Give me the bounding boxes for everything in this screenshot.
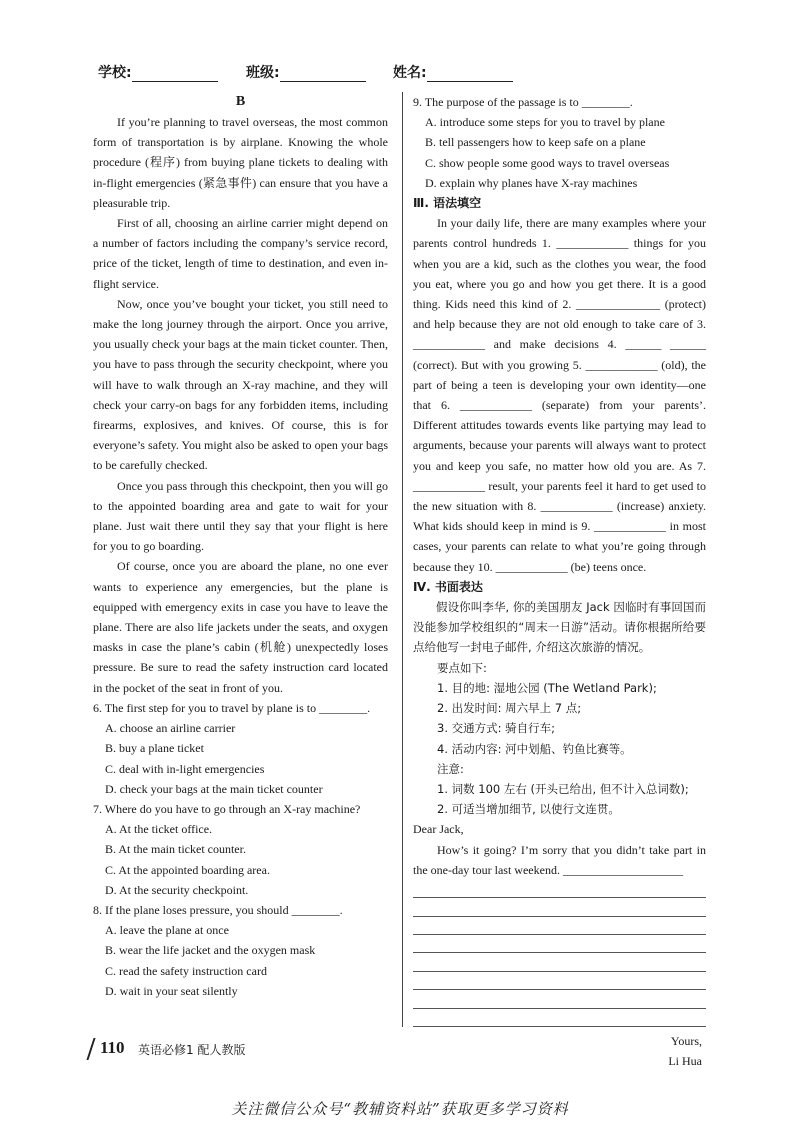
footer-slash-mark <box>86 1038 95 1060</box>
passage-paragraph: First of all, choosing an airline carrier might depend on a number of factors including the company’s service record, price of the ticket, length of time to destination, and even in-flight service. <box>93 216 388 291</box>
class-field[interactable] <box>246 62 366 82</box>
writing-notes-heading: 注意: <box>437 761 464 776</box>
promo-watermark: 关注微信公众号“教辅资料站”获取更多学习资料 <box>231 1100 569 1118</box>
column-divider <box>402 92 403 1027</box>
question-6-option-b[interactable]: B. buy a plane ticket <box>105 741 204 756</box>
book-title: 英语必修1 配人教版 <box>138 1043 246 1057</box>
question-7-option-c[interactable]: C. At the appointed boarding area. <box>105 862 270 877</box>
writing-line[interactable] <box>413 917 706 935</box>
section-b-title: B <box>235 94 246 109</box>
grammar-fill-text: In your daily life, there are many examples where your parents control hundreds 1. ____________ things for you when you are a kid, such as the clothes you wear, the food you eat, where you go and how you get there. It is a good thing. Kids need this kind of 2. ______________ (protect) and help because they are not old enough to take care of 3. ____________ and make decisions 4. ______ ______ (correct). But with you growing 5. ____________ (old), the part of being a teen is developing your own identity—one that 6. ____________ (separate) from your parents’. Different attitudes towards events like partying may lead to arguments, because your parents will always want to protect you and keep you safe, no matter how old you are. As 7. ____________ result, your parents feel it hard to get used to the new situation with 8. ____________ (increase) anxiety. What kids should keep in mind is 9. ____________ in most cases, your parents can relate to what you’re going through because they 10. ____________ (be) teens once. <box>413 216 706 574</box>
writing-line[interactable] <box>413 953 706 971</box>
name-label: 姓名: <box>393 65 427 81</box>
question-7-option-d[interactable]: D. At the security checkpoint. <box>105 882 249 897</box>
writing-line[interactable] <box>413 880 706 898</box>
question-8-option-d[interactable]: D. wait in your seat silently <box>105 983 238 998</box>
question-6-stem: 6. The first step for you to travel by plane is to ________. <box>93 700 371 715</box>
question-9-option-c[interactable]: C. show people some good ways to travel overseas <box>425 155 670 170</box>
writing-area[interactable] <box>413 880 706 1027</box>
question-8-option-a[interactable]: A. leave the plane at once <box>105 923 229 938</box>
writing-prompt: 假设你叫李华, 你的美国朋友 Jack 因临时有事回国而没能参加学校组织的“周末一日游”活动。请你根据所给要点给他写一封电子邮件, 介绍这次旅游的情况。 <box>413 600 706 655</box>
passage-paragraph: Once you pass through this checkpoint, then you will go to the appointed boarding area and gate to wait for your plane. Just wait there until they say that your flight is here for you to go boarding. <box>93 478 388 554</box>
passage-paragraph: Of course, once you are aboard the plane, no one ever wants to experience any emergencies, but the plane is equipped with emergency exits in case you have to leave the plane. There are also life jackets under the seats, and oxygen masks in case the plane’s cabin (机舱) unexpectedly loses pressure. Be sure to read the safety instruction card located in the pocket of the seat in front of you. <box>93 559 388 695</box>
class-label: 班级: <box>246 65 280 81</box>
writing-point: 4. 活动内容: 河中划船、钓鱼比赛等。 <box>437 741 632 756</box>
passage-paragraph: Now, once you’ve bought your ticket, you still need to make the long journey through the airport. Once you arrive, you usually check your bags at the main ticket counter. Then, you have to pass through the security checkpoint, where you will have to walk through an X-ray machine, and they will check your carry-on bags for any forbidden items, including firearms, explosives, and knives. Of course, this is for everyone’s safety. You might also be asked to open your bags to be carefully checked. <box>93 296 388 473</box>
writing-note: 2. 可适当增加细节, 以使行文连贯。 <box>437 802 620 817</box>
class-blank[interactable] <box>280 65 366 82</box>
question-7-option-a[interactable]: A. At the ticket office. <box>105 822 213 837</box>
question-8-option-b[interactable]: B. wear the life jacket and the oxygen mask <box>105 943 316 958</box>
writing-point: 3. 交通方式: 骑自行车; <box>437 721 556 736</box>
page-number: 110 <box>100 1038 125 1057</box>
writing-line[interactable] <box>413 1009 706 1027</box>
school-label: 学校: <box>98 65 132 81</box>
student-info-header <box>98 62 718 86</box>
question-6-option-d[interactable]: D. check your bags at the main ticket counter <box>105 781 323 796</box>
writing-points-heading: 要点如下: <box>437 660 487 675</box>
question-7-stem: 7. Where do you have to go through an X-ray machine? <box>93 801 361 816</box>
question-9-option-b[interactable]: B. tell passengers how to keep safe on a plane <box>425 135 646 150</box>
question-9-stem: 9. The purpose of the passage is to ________. <box>413 95 633 109</box>
writing-line[interactable] <box>413 972 706 990</box>
question-6-option-c[interactable]: C. deal with in-light emergencies <box>105 761 265 776</box>
name-field[interactable] <box>393 62 513 82</box>
writing-line[interactable] <box>413 898 706 916</box>
question-6-option-a[interactable]: A. choose an airline carrier <box>105 721 236 736</box>
school-field[interactable] <box>98 62 218 82</box>
right-column <box>413 92 706 1071</box>
writing-section-heading: Ⅳ. 书面表达 <box>413 579 483 594</box>
question-9-option-a[interactable]: A. introduce some steps for you to travel by plane <box>425 115 665 130</box>
school-blank[interactable] <box>132 65 218 82</box>
question-7-option-b[interactable]: B. At the main ticket counter. <box>105 842 246 857</box>
letter-greeting: Dear Jack, <box>413 822 464 837</box>
letter-signature: Li Hua <box>668 1054 702 1069</box>
letter-opening: How’s it going? I’m sorry that you didn’t take part in the one-day tour last weekend. ____________________ <box>413 842 706 877</box>
passage-paragraph: If you’re planning to travel overseas, the most common form of transportation is by airplane. Knowing the whole procedure (程序) from buying plane tickets to dealing with in-flight emergencies (紧急事件) can ensure that you have a pleasurable trip. <box>93 115 388 210</box>
letter-closing: Yours, <box>670 1034 702 1049</box>
name-blank[interactable] <box>427 65 513 82</box>
writing-point: 2. 出发时间: 周六早上 7 点; <box>437 701 582 716</box>
writing-point: 1. 目的地: 湿地公园 (The Wetland Park); <box>437 680 657 695</box>
writing-line[interactable] <box>413 935 706 953</box>
writing-note: 1. 词数 100 左右 (开头已给出, 但不计入总词数); <box>437 781 689 796</box>
question-8-stem: 8. If the plane loses pressure, you should ________. <box>93 902 343 917</box>
question-9-option-d[interactable]: D. explain why planes have X-ray machines <box>425 175 638 190</box>
grammar-section-heading: Ⅲ. 语法填空 <box>413 196 482 211</box>
writing-line[interactable] <box>413 990 706 1008</box>
left-column <box>93 92 388 1001</box>
question-8-option-c[interactable]: C. read the safety instruction card <box>105 963 267 978</box>
